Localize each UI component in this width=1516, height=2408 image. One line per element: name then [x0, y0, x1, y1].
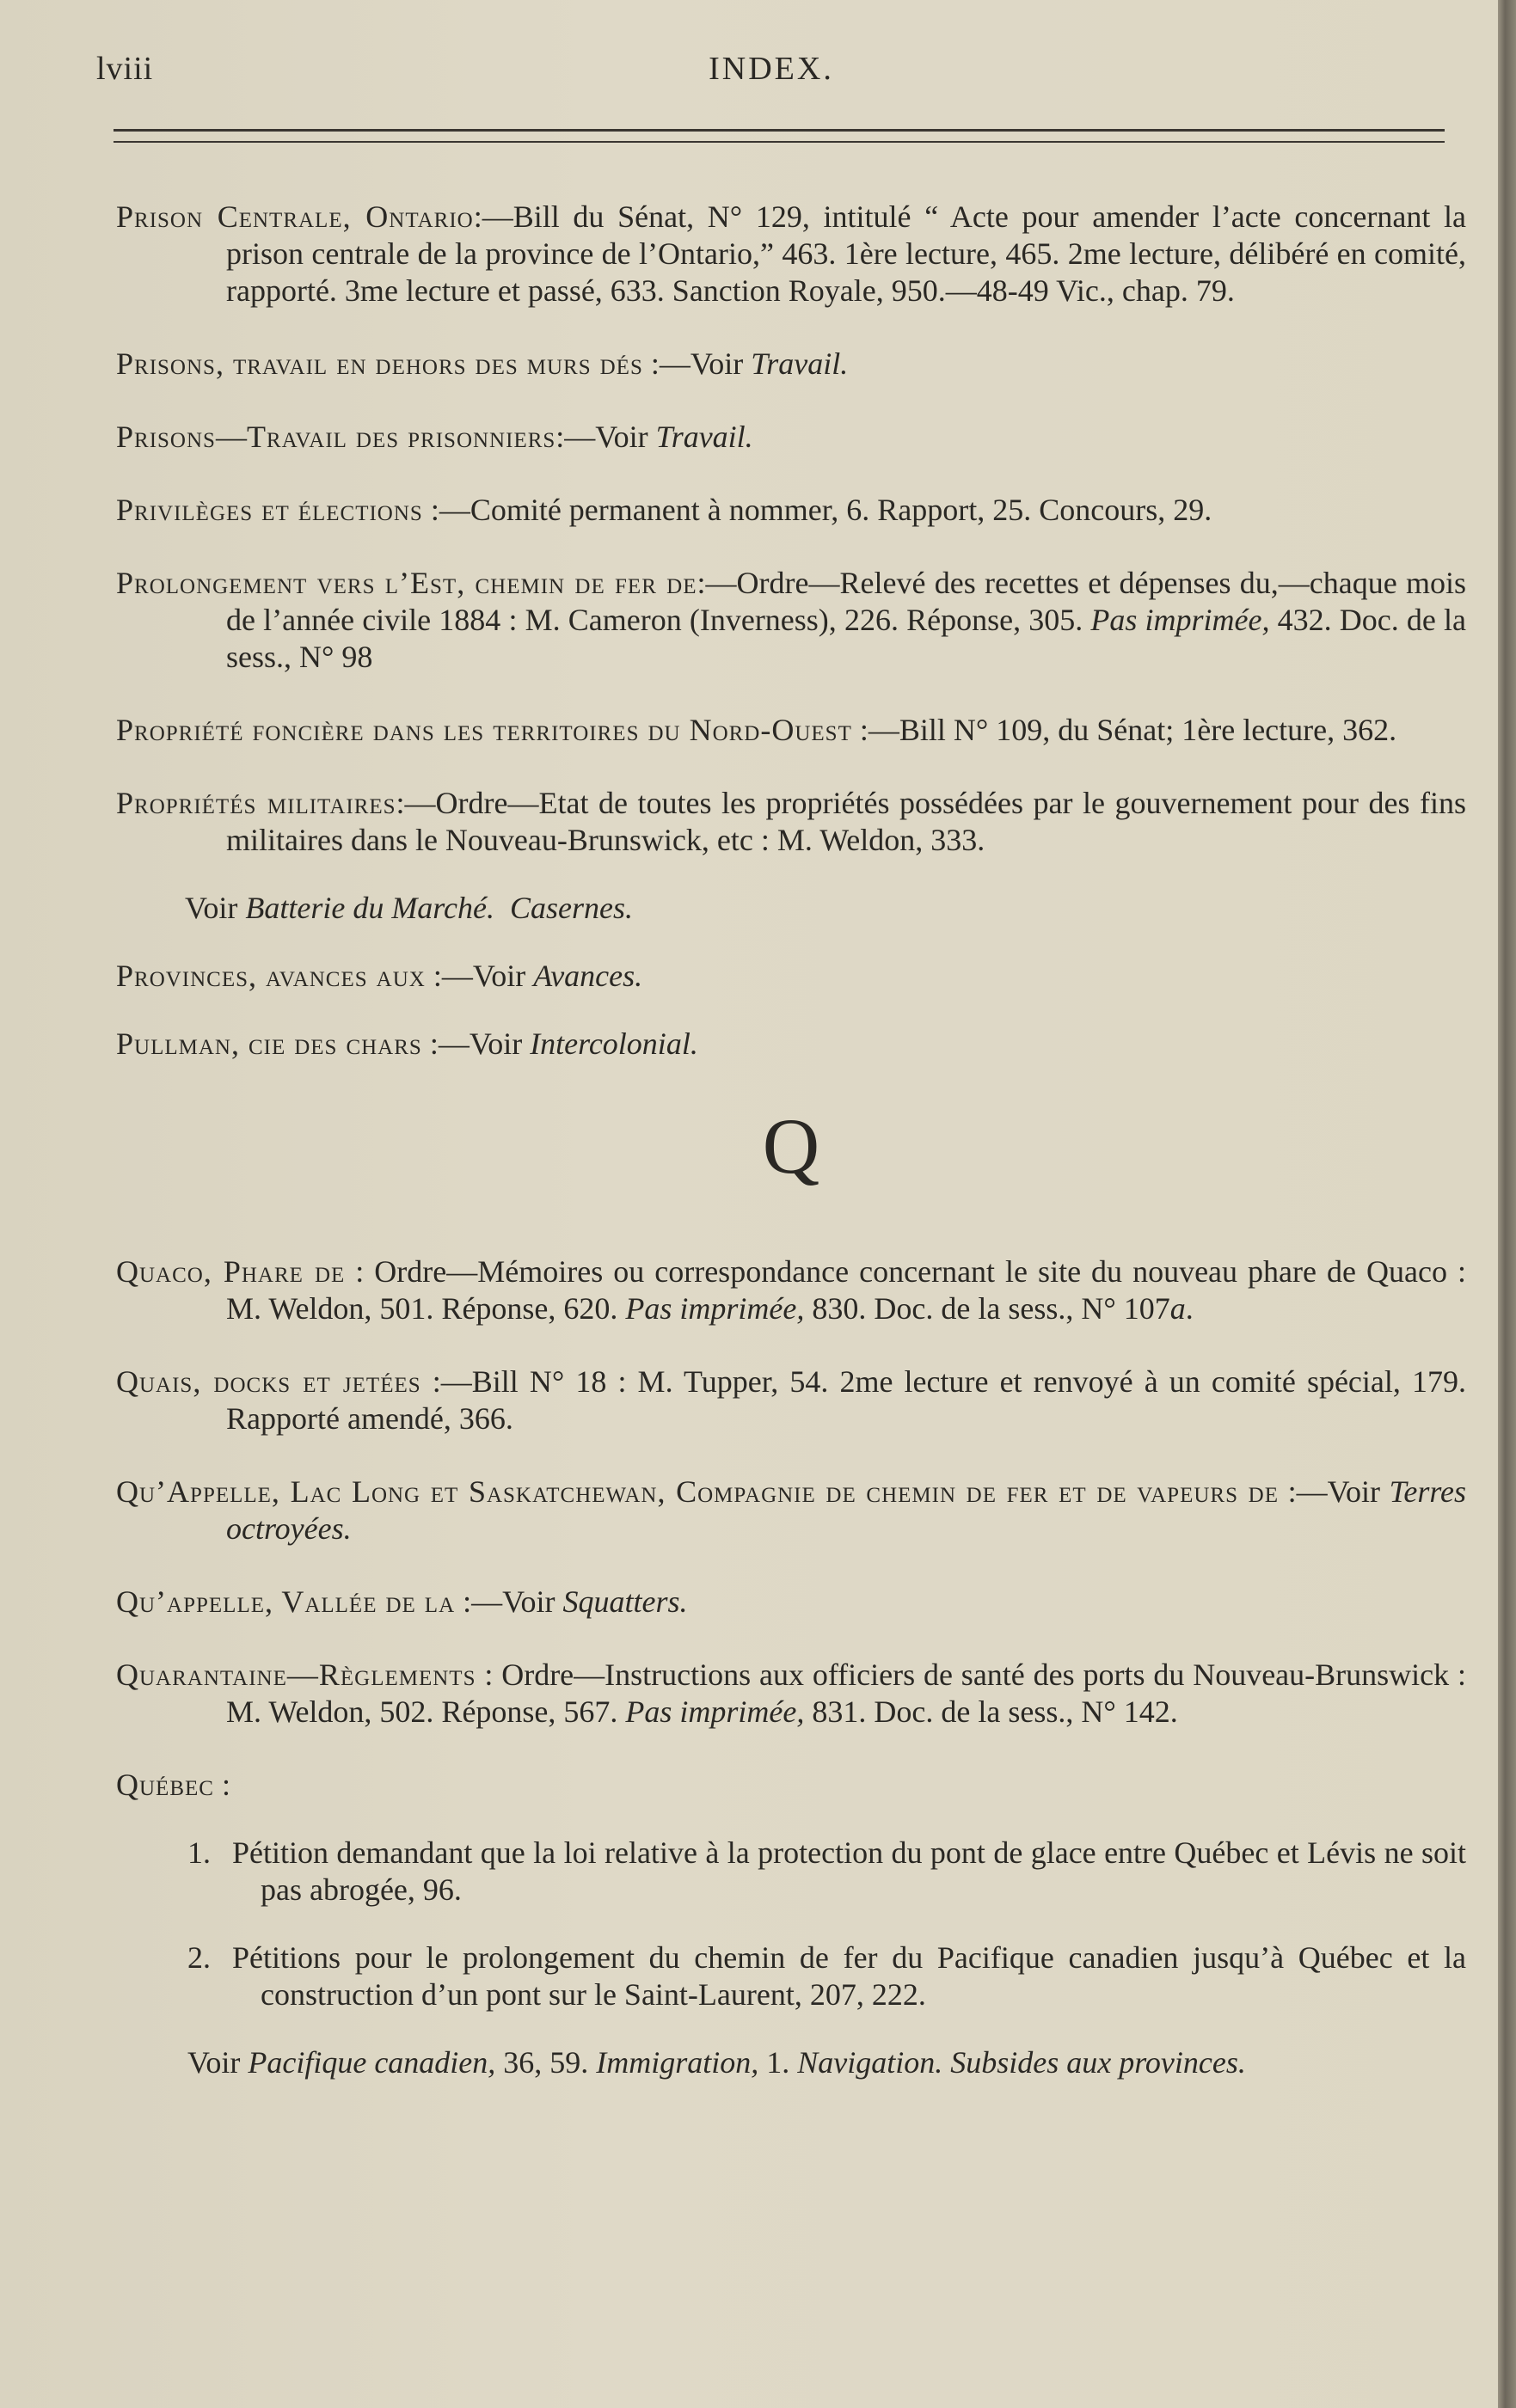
cross-reference: Avances.: [533, 959, 643, 993]
index-body: [116, 168, 1466, 2112]
cross-reference: Pacifique canadien,: [248, 2045, 496, 2080]
subentry-number: 2.: [187, 1940, 211, 1975]
entry-heading: Propriété foncière dans les territoires du Nord-Ouest: [116, 713, 852, 747]
page-header: [96, 50, 1446, 93]
cross-reference: Casernes.: [509, 891, 633, 925]
entry-italic-suffix: a: [1169, 1291, 1186, 1326]
entry-heading: Québec: [116, 1768, 214, 1802]
index-entry-prolongement-est: [116, 565, 1466, 676]
entry-text: :—Bill du Sénat, N° 129, intitulé “ Acte pour amender l’acte concernant la prison centrale de la province de l’Ontario,” 463. 1ère lecture, 465. 2me lecture, délibéré en comité, rapporté. 3me lecture et passé, 633. Sanction Royale, 950.—48-49 Vic., chap. 79.: [226, 199, 1467, 308]
entry-heading: Privilèges et élections: [116, 493, 423, 527]
entry-text: :—Voir: [425, 959, 534, 993]
cross-reference-pages: 36, 59.: [495, 2045, 597, 2080]
subentry-number: 1.: [187, 1835, 211, 1870]
index-entry-propriete-fonciere: [116, 712, 1466, 749]
entry-text: 831. Doc. de la sess., N° 142.: [804, 1694, 1178, 1729]
quebec-subentry-1: [116, 1835, 1466, 1909]
entry-heading: Quarantaine—Règlements: [116, 1657, 476, 1692]
header-rule-bottom: [114, 141, 1445, 143]
page-binding-edge: [1498, 0, 1516, 2408]
entry-heading: Propriétés militaires: [116, 786, 396, 820]
entry-text: :—Voir: [555, 420, 656, 454]
index-entry-quarantaine: [116, 1657, 1466, 1731]
index-entry-pullman: [116, 1026, 1466, 1063]
index-entry-quaco-phare: [116, 1253, 1466, 1327]
entry-italic-note: Pas imprimée,: [1090, 603, 1270, 637]
cross-reference: Navigation.: [797, 2045, 943, 2080]
quebec-subentry-2: [116, 1939, 1466, 2013]
entry-heading: Qu’Appelle, Lac Long et Saskatchewan, Compagnie de chemin de fer et de vapeurs de: [116, 1474, 1279, 1509]
cross-reference: Immigration,: [596, 2045, 759, 2080]
see-also-line: [116, 890, 1466, 927]
entry-italic-note: Pas imprimée,: [625, 1291, 805, 1326]
entry-heading: Prolongement vers l’Est, chemin de fer de: [116, 566, 697, 600]
header-rule-top: [114, 129, 1445, 132]
index-entry-quappelle-vallee: [116, 1584, 1466, 1621]
cross-reference: Subsides aux provinces.: [950, 2045, 1246, 2080]
index-entry-quappelle-lac-long: [116, 1474, 1466, 1547]
cross-reference: Batterie du Marché.: [245, 891, 494, 925]
running-head: INDEX.: [709, 51, 834, 87]
index-entry-prison-centrale: [116, 199, 1466, 309]
entry-heading: Prisons, travail en dehors des murs dés: [116, 346, 643, 381]
entry-text: :—Ordre—Relevé des recettes et dépenses du,—chaque mois de l’année civile 1884 : M. Cameron (Inverness), 226. Réponse, 305.: [226, 566, 1466, 637]
entry-subheading: Travail des prisonniers: [246, 420, 556, 454]
cross-reference: Squatters.: [562, 1584, 688, 1619]
entry-text: :—Comité permanent à nommer, 6. Rapport, 25. Concours, 29.: [422, 493, 1212, 527]
entry-heading: Prisons: [116, 420, 216, 454]
entry-text: :—Voir: [421, 1026, 531, 1061]
index-entry-provinces-avances: [116, 958, 1466, 995]
index-entry-proprietes-militaires: [116, 785, 1466, 859]
see-also-prefix: Voir: [185, 891, 246, 925]
entry-text: : Ordre—Instructions aux officiers de santé des ports du Nouveau-Brunswick : M. Weldon, 502. Réponse, 567.: [226, 1657, 1466, 1729]
section-letter: Q: [762, 1102, 820, 1190]
entry-text: 830. Doc. de la sess., N° 107: [804, 1291, 1170, 1326]
entry-text: —: [215, 420, 247, 454]
entry-text: :—Voir: [642, 346, 752, 381]
entry-text: :: [213, 1768, 230, 1802]
entry-heading: Pullman, cie des chars: [116, 1026, 422, 1061]
cross-reference: Travail.: [655, 420, 753, 454]
entry-text: : Ordre—Mémoires ou correspondance concernant le site du nouveau phare de Quaco : M. Weldon, 501. Réponse, 620.: [226, 1254, 1466, 1326]
index-entry-prisons-travail-prisonniers: [116, 419, 1466, 456]
index-entry-quais-docks: [116, 1363, 1466, 1437]
entry-heading: Quaco, Phare de: [116, 1254, 346, 1289]
subentry-text: Pétition demandant que la loi relative à la protection du pont de glace entre Québec et Lévis ne soit pas abrogée, 96.: [232, 1835, 1466, 1907]
index-entry-privileges-elections: [116, 492, 1466, 529]
entry-heading: Provinces, avances aux: [116, 959, 426, 993]
entry-italic-note: Pas imprimée,: [625, 1694, 805, 1729]
entry-text: :—Bill N° 109, du Sénat; 1ère lecture, 362.: [851, 713, 1397, 747]
subentry-text: Pétitions pour le prolongement du chemin de fer du Pacifique canadien jusqu’à Québec et la construction d’un pont sur le Saint-Laurent, 207, 222.: [232, 1940, 1466, 2012]
entry-heading: Qu’appelle, Vallée de la: [116, 1584, 456, 1619]
cross-reference: Intercolonial.: [530, 1026, 698, 1061]
entry-text: :—Voir: [455, 1584, 563, 1619]
cross-reference-space: [942, 2045, 950, 2080]
entry-text: :—Voir: [1278, 1474, 1390, 1509]
cross-reference: Terres octroyées.: [226, 1474, 1466, 1546]
entry-heading: Quais, docks et jetées: [116, 1364, 421, 1399]
cross-reference: Travail.: [751, 346, 849, 381]
entry-text: 432. Doc. de la sess., N° 98: [226, 603, 1467, 674]
index-entry-prisons-travail-dehors: [116, 346, 1466, 383]
quebec-see-also: [116, 2044, 1466, 2081]
cross-reference-pages: 1.: [758, 2045, 798, 2080]
entry-text: :—Ordre—Etat de toutes les propriétés possédées par le gouvernement pour des fins militaires dans le Nouveau-Brunswick, etc : M. Weldon, 333.: [226, 786, 1466, 857]
entry-text: .: [1185, 1291, 1194, 1326]
entry-text: :—Bill N° 18 : M. Tupper, 54. 2me lecture et renvoyé à un comité spécial, 179. Rapporté amendé, 366.: [226, 1364, 1466, 1436]
entry-heading: Prison Centrale, Ontario: [116, 199, 474, 234]
index-entry-quebec: [116, 1767, 1466, 1804]
page-number: lviii: [96, 51, 154, 87]
see-also-prefix: Voir: [187, 2045, 249, 2080]
